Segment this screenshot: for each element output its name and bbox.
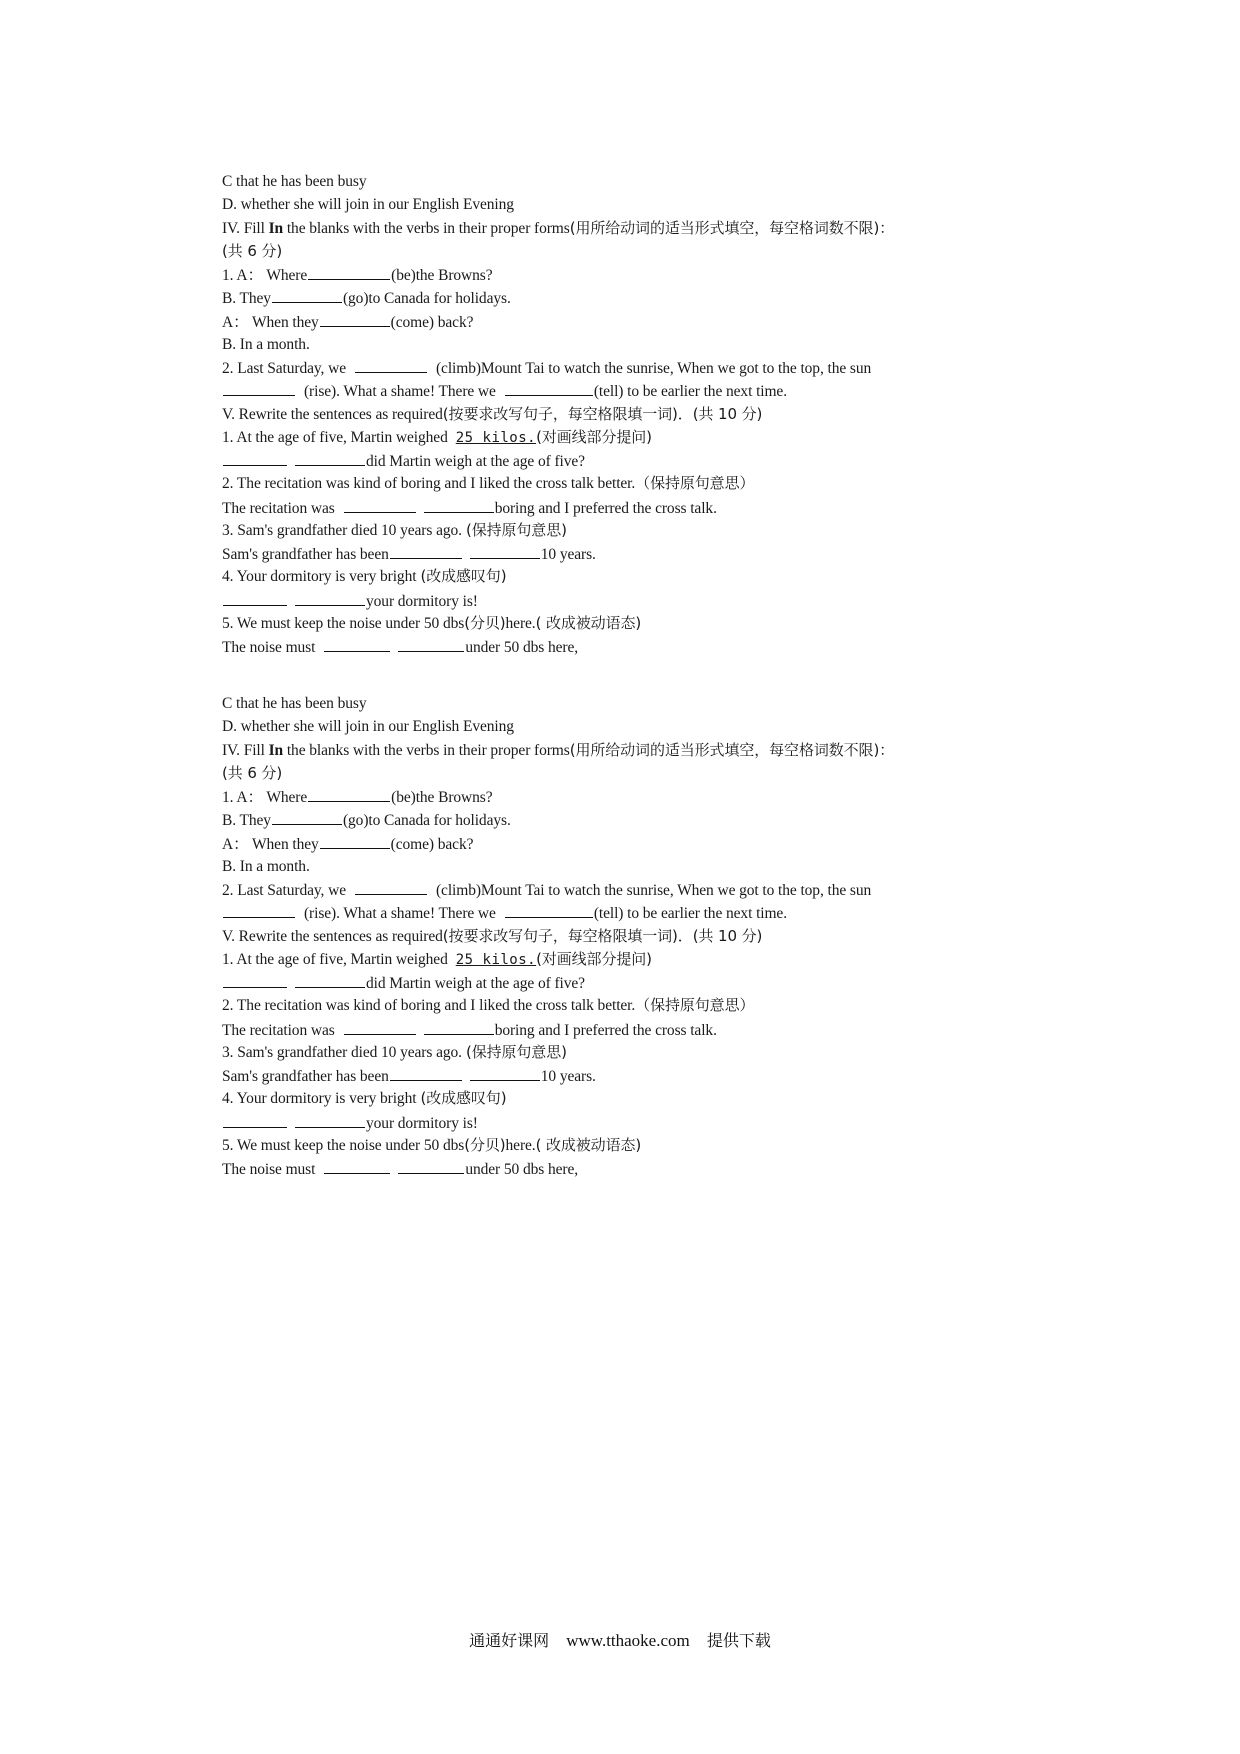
answer-blank[interactable] xyxy=(424,496,494,513)
answer-blank[interactable] xyxy=(295,971,365,988)
answer-blank[interactable] xyxy=(308,263,390,280)
rewrite-2-answer: The recitation was boring and I preferred the cross talk. xyxy=(222,496,1042,519)
rewrite-1-answer: did Martin weigh at the age of five? xyxy=(222,971,1042,994)
answer-blank[interactable] xyxy=(320,832,390,849)
option-d: D. whether she will join in our English Evening xyxy=(222,196,514,214)
answer-blank[interactable] xyxy=(398,1157,464,1174)
question-2: 2. Last Saturday, we (climb)Mount Tai to watch the sunrise, When we got to the top, the sun xyxy=(222,878,1042,901)
answer-blank[interactable] xyxy=(398,635,464,652)
answer-blank[interactable] xyxy=(295,589,365,606)
rewrite-5: 5. We must keep the noise under 50 dbs(分贝)here.( 改成被动语态) xyxy=(222,1135,642,1154)
option-c: C that he has been busy xyxy=(222,695,367,712)
question-1c: A： When they (come) back? xyxy=(222,310,1042,333)
rewrite-5-answer: The noise must under 50 dbs here, xyxy=(222,1157,1042,1180)
rewrite-5-answer: The noise must under 50 dbs here, xyxy=(222,635,1042,658)
answer-blank[interactable] xyxy=(223,379,295,396)
page-footer xyxy=(0,1629,1240,1653)
rewrite-5: 5. We must keep the noise under 50 dbs(分贝)here.( 改成被动语态) xyxy=(222,613,642,632)
question-1d: B. In a month. xyxy=(222,335,310,353)
answer-blank[interactable] xyxy=(424,1018,494,1035)
question-2: 2. Last Saturday, we (climb)Mount Tai to watch the sunrise, When we got to the top, the sun xyxy=(222,356,1042,379)
section-iv-points: (共 6 分) xyxy=(222,763,283,782)
question-1a: 1. A： Where (be)the Browns? xyxy=(222,785,1042,808)
option-c: C that he has been busy xyxy=(222,173,367,190)
question-2-cont: (rise). What a shame! There we (tell) to be earlier the next time. xyxy=(222,379,1042,402)
question-1a: 1. A： Where (be)the Browns? xyxy=(222,263,1042,286)
question-1d: B. In a month. xyxy=(222,857,310,875)
answer-blank[interactable] xyxy=(355,878,427,895)
option-d: D. whether she will join in our English Evening xyxy=(222,718,514,736)
answer-blank[interactable] xyxy=(390,542,462,559)
footer-url[interactable]: www.tthaoke.com xyxy=(566,1631,690,1650)
question-1b: B. They (go)to Canada for holidays. xyxy=(222,808,1042,831)
answer-blank[interactable] xyxy=(344,496,416,513)
rewrite-4: 4. Your dormitory is very bright (改成感叹句) xyxy=(222,1089,507,1108)
answer-blank[interactable] xyxy=(324,635,390,652)
answer-blank[interactable] xyxy=(272,808,342,825)
rewrite-3-answer: Sam's grandfather has been 10 years. xyxy=(222,1064,1042,1087)
answer-blank[interactable] xyxy=(390,1064,462,1081)
answer-blank[interactable] xyxy=(470,1064,540,1081)
answer-blank[interactable] xyxy=(344,1018,416,1035)
rewrite-3-answer: Sam's grandfather has been 10 years. xyxy=(222,542,1042,565)
answer-blank[interactable] xyxy=(223,971,287,988)
section-v-heading: V. Rewrite the sentences as required(按要求改写句子，每空格限填一词)．(共 10 分) xyxy=(222,926,763,945)
answer-blank[interactable] xyxy=(505,379,593,396)
rewrite-1-answer: did Martin weigh at the age of five? xyxy=(222,449,1042,472)
answer-blank[interactable] xyxy=(320,310,390,327)
rewrite-2-answer: The recitation was boring and I preferred the cross talk. xyxy=(222,1018,1042,1041)
answer-blank[interactable] xyxy=(324,1157,390,1174)
worksheet-block-1 xyxy=(222,170,1042,658)
question-1b: B. They (go)to Canada for holidays. xyxy=(222,286,1042,309)
section-iv-heading: IV. Fill In the blanks with the verbs in their proper forms(用所给动词的适当形式填空，每空格词数不限)： xyxy=(222,740,895,759)
answer-blank[interactable] xyxy=(223,1111,287,1128)
rewrite-2: 2. The recitation was kind of boring and I liked the cross talk better.（保持原句意思） xyxy=(222,996,755,1015)
answer-blank[interactable] xyxy=(505,901,593,918)
section-iv-heading: IV. Fill In the blanks with the verbs in their proper forms(用所给动词的适当形式填空，每空格词数不限)： xyxy=(222,218,895,237)
rewrite-1: 1. At the age of five, Martin weighed 25 kilos.(对画线部分提问) xyxy=(222,427,652,446)
answer-blank[interactable] xyxy=(470,542,540,559)
rewrite-4: 4. Your dormitory is very bright (改成感叹句) xyxy=(222,567,507,586)
question-2-cont: (rise). What a shame! There we (tell) to be earlier the next time. xyxy=(222,901,1042,924)
answer-blank[interactable] xyxy=(272,286,342,303)
worksheet-block-2 xyxy=(222,692,1042,1180)
answer-blank[interactable] xyxy=(223,589,287,606)
rewrite-1: 1. At the age of five, Martin weighed 25 kilos.(对画线部分提问) xyxy=(222,949,652,968)
footer-site-name: 通通好课网 xyxy=(469,1631,550,1650)
rewrite-4-answer: your dormitory is! xyxy=(222,1111,1042,1134)
section-v-heading: V. Rewrite the sentences as required(按要求改写句子，每空格限填一词)．(共 10 分) xyxy=(222,404,763,423)
footer-tail: 提供下载 xyxy=(706,1631,771,1650)
answer-blank[interactable] xyxy=(223,449,287,466)
rewrite-2: 2. The recitation was kind of boring and I liked the cross talk better.（保持原句意思） xyxy=(222,474,755,493)
answer-blank[interactable] xyxy=(355,356,427,373)
rewrite-3: 3. Sam's grandfather died 10 years ago. (保持原句意思) xyxy=(222,1042,567,1061)
rewrite-4-answer: your dormitory is! xyxy=(222,589,1042,612)
question-1c: A： When they (come) back? xyxy=(222,832,1042,855)
rewrite-3: 3. Sam's grandfather died 10 years ago. (保持原句意思) xyxy=(222,520,567,539)
answer-blank[interactable] xyxy=(308,785,390,802)
answer-blank[interactable] xyxy=(295,449,365,466)
answer-blank[interactable] xyxy=(295,1111,365,1128)
answer-blank[interactable] xyxy=(223,901,295,918)
section-iv-points: (共 6 分) xyxy=(222,241,283,260)
